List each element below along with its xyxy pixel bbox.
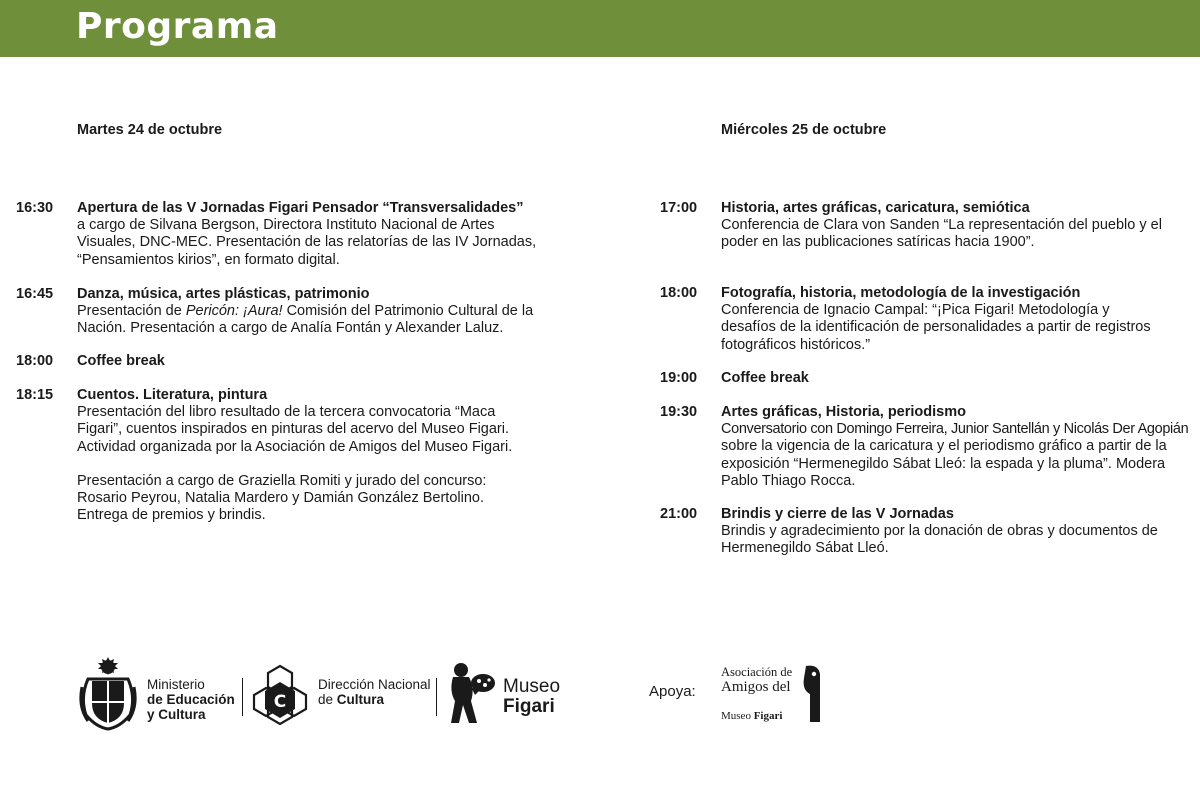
session-time: 16:30 <box>16 200 54 216</box>
amigos-line1: Asociación de <box>721 665 793 679</box>
session-item <box>660 404 1200 490</box>
mec-line2: de Educación <box>147 692 235 707</box>
dnc-line1: Dirección Nacional <box>318 677 431 692</box>
museo-line2: Figari <box>503 696 555 717</box>
session-title: Brindis y cierre de las V Jornadas <box>721 506 954 522</box>
session-time: 16:45 <box>16 286 54 302</box>
mec-line3: y Cultura <box>147 707 206 722</box>
desc-prefix: Presentación de <box>77 303 186 320</box>
session-description: sobre la vigencia de la caricatura y el periodismo gráfico a partir de la exposición “Hermenegildo Sábat Lleó: la espada y la pluma”. Modera Pablo Thiago Rocca. <box>721 438 1167 489</box>
session-description: Conferencia de Ignacio Campal: “¡Pica Figari! Metodología y desafíos de la identificación de personalidades a partir de registros fotográficos históricos.” <box>721 302 1151 353</box>
divider <box>242 678 243 716</box>
museo-name <box>503 677 560 717</box>
session-title: Historia, artes gráficas, caricatura, semiótica <box>721 200 1030 216</box>
session-time: 19:00 <box>660 370 698 386</box>
dnc-line2-bold: Cultura <box>336 692 385 707</box>
session-item <box>16 387 556 524</box>
dnc-hexagon-icon <box>251 664 309 726</box>
session-title: Artes gráficas, Historia, periodismo <box>721 404 966 420</box>
session-description <box>77 303 556 337</box>
page-title: Programa <box>76 6 279 47</box>
session-title: Fotografía, historia, metodología de la investigación <box>721 285 1081 301</box>
session-item <box>660 370 1200 387</box>
work-title-italic: Pericón: ¡Aura! <box>185 303 283 320</box>
dnc-name <box>318 677 431 707</box>
support-label: Apoya: <box>649 683 696 700</box>
day-heading: Martes 24 de octubre <box>77 122 223 138</box>
dnc-line2 <box>318 692 431 707</box>
session-item <box>660 200 1200 252</box>
session-extra-note: Presentación a cargo de Graziella Romiti y jurado del concurso: Rosario Peyrou, Natalia Mardero y Damián González Bertolino. Entrega de premios y brindis. <box>77 472 487 524</box>
amigos-line2: Amigos del <box>721 679 791 695</box>
session-title: Cuentos. Literatura, pintura <box>77 387 268 403</box>
header-banner <box>0 0 1200 57</box>
coat-of-arms-icon <box>78 657 138 731</box>
amigos-figure-icon <box>800 664 824 724</box>
session-time: 17:00 <box>660 200 698 216</box>
session-description: a cargo de Silvana Bergson, Directora Instituto Nacional de Artes Visuales, DNC-MEC. Presentación de las relatorías de las IV Jornadas, “Pensamientos kirios”, en formato digital. <box>77 217 537 268</box>
session-time: 18:00 <box>660 285 698 301</box>
dnc-line2-pre: de <box>318 692 337 707</box>
session-title: Coffee break <box>721 370 809 386</box>
session-title: Apertura de las V Jornadas Figari Pensador “Transversalidades” <box>77 200 524 216</box>
museo-figari-figure-icon <box>445 661 497 727</box>
amigos-line3-bold: Figari <box>753 710 783 722</box>
mec-name <box>147 677 235 722</box>
museo-line1: Museo <box>503 676 561 697</box>
session-time: 21:00 <box>660 506 698 522</box>
session-time: 18:00 <box>16 353 54 369</box>
dnc-letter: C <box>273 692 287 712</box>
session-description: Presentación del libro resultado de la tercera convocatoria “Maca Figari”, cuentos inspirados en pinturas del acervo del Museo Figari. Actividad organizada por la Asociación de Amigos del Museo Figari. <box>77 404 513 455</box>
session-title: Coffee break <box>77 353 165 369</box>
session-item <box>16 200 556 269</box>
session-description: Conferencia de Clara von Sanden “La representación del pueblo y el poder en las publicaciones satíricas hacia 1900”. <box>721 217 1162 251</box>
desc-suffix: Comisión del Patrimonio Cultural de la Nación. Presentación a cargo de Analía Fontán y Alexander Laluz. <box>77 303 534 337</box>
session-time: 18:15 <box>16 387 54 403</box>
session-item <box>16 286 556 338</box>
amigos-name <box>721 665 792 723</box>
session-title: Danza, música, artes plásticas, patrimonio <box>77 286 370 302</box>
divider <box>436 678 437 716</box>
session-description-first-line: Conversatorio con Domingo Ferreira, Junior Santellán y Nicolás Der Agopián <box>721 421 1189 438</box>
session-description: Brindis y agradecimiento por la donación de obras y documentos de Hermenegildo Sábat Lleó. <box>721 523 1158 557</box>
amigos-line3-pre: Museo <box>721 710 754 722</box>
day-heading: Miércoles 25 de octubre <box>721 122 887 138</box>
mec-line1: Ministerio <box>147 677 205 692</box>
session-time: 19:30 <box>660 404 698 420</box>
session-item <box>16 353 556 370</box>
amigos-line3 <box>721 709 792 723</box>
session-item <box>660 506 1200 558</box>
session-item <box>660 285 1200 354</box>
